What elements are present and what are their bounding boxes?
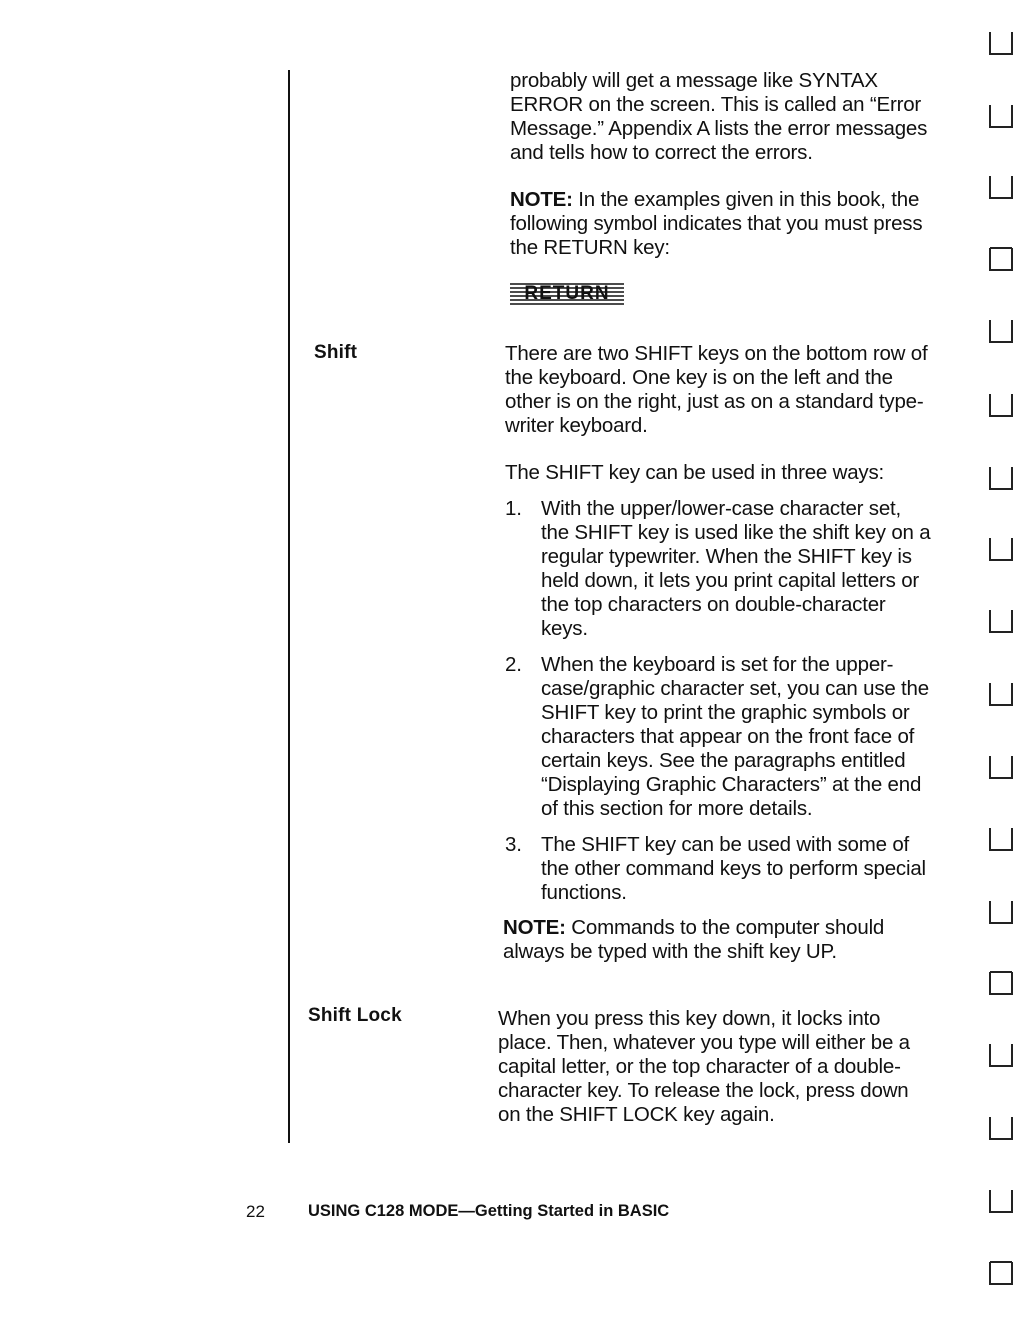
note-label: NOTE: xyxy=(503,916,566,939)
binder-hole-icon xyxy=(986,1113,1016,1143)
binder-holes xyxy=(982,0,1022,1325)
shift-line: other is on the right, just as on a standard type- xyxy=(505,390,924,413)
intro-line: and tells how to correct the errors. xyxy=(510,141,813,164)
intro-line: Message.” Appendix A lists the error messages xyxy=(510,117,928,140)
intro-line: probably will get a message like SYNTAX xyxy=(510,69,878,92)
binder-hole-icon xyxy=(986,463,1016,493)
binder-hole-icon xyxy=(986,968,1016,998)
binder-hole-icon xyxy=(986,824,1016,854)
list-item-line: SHIFT key to print the graphic symbols or xyxy=(541,701,910,724)
binder-hole-icon xyxy=(986,172,1016,202)
list-item-line: case/graphic character set, you can use the xyxy=(541,677,929,700)
binder-hole-icon xyxy=(986,28,1016,58)
shift-lock-line: place. Then, whatever you type will either be a xyxy=(498,1031,910,1054)
note-line: following symbol indicates that you must press xyxy=(510,212,923,235)
shift-lock-line: When you press this key down, it locks into xyxy=(498,1007,881,1030)
list-item-line: held down, it lets you print capital letters or xyxy=(541,569,920,592)
margin-rule xyxy=(288,70,290,1143)
list-item-number: 2. xyxy=(505,653,522,676)
note-label: NOTE: xyxy=(510,188,573,211)
shift-note xyxy=(503,916,973,964)
binder-hole-icon xyxy=(986,390,1016,420)
shift-heading: Shift xyxy=(314,342,358,363)
list-item-line: the other command keys to perform special xyxy=(541,857,926,880)
list-item-line: With the upper/lower-case character set, xyxy=(541,497,902,520)
list-item-line: “Displaying Graphic Characters” at the end xyxy=(541,773,922,796)
running-head: USING C128 MODE—Getting Started in BASIC xyxy=(308,1202,670,1220)
list-item-line: of this section for more details. xyxy=(541,797,813,820)
intro-line: ERROR on the screen. This is called an “Error xyxy=(510,93,922,116)
list-item-number: 3. xyxy=(505,833,522,856)
list-item-number: 1. xyxy=(505,497,522,520)
list-item-line: certain keys. See the paragraphs entitled xyxy=(541,749,906,772)
shift-line: the keyboard. One key is on the left and the xyxy=(505,366,893,389)
list-item-line: regular typewriter. When the SHIFT key is xyxy=(541,545,912,568)
binder-hole-icon xyxy=(986,1040,1016,1070)
binder-hole-icon xyxy=(986,1258,1016,1288)
return-key-symbol xyxy=(510,283,624,310)
shift-lock-paragraph xyxy=(498,1007,973,1127)
shift-note-line xyxy=(503,916,973,940)
shift-lock-line: on the SHIFT LOCK key again. xyxy=(498,1103,775,1126)
intro-paragraph xyxy=(510,69,970,165)
note-line xyxy=(510,188,970,212)
note-text: In the examples given in this book, the xyxy=(572,188,920,211)
shift-paragraph xyxy=(505,342,975,438)
shift-lock-heading: Shift Lock xyxy=(308,1005,402,1026)
note-text: Commands to the computer should xyxy=(565,916,885,939)
shift-ways-intro: The SHIFT key can be used in three ways: xyxy=(505,461,885,484)
list-item-line: The SHIFT key can be used with some of xyxy=(541,833,910,856)
note-line: the RETURN key: xyxy=(510,236,670,259)
list-item-line: characters that appear on the front face of xyxy=(541,725,915,748)
binder-hole-icon xyxy=(986,316,1016,346)
binder-hole-icon xyxy=(986,897,1016,927)
list-item-line: functions. xyxy=(541,881,627,904)
note-return-paragraph xyxy=(510,188,970,260)
shift-line: writer keyboard. xyxy=(505,414,648,437)
binder-hole-icon xyxy=(986,752,1016,782)
shift-lock-line: character key. To release the lock, press down xyxy=(498,1079,909,1102)
binder-hole-icon xyxy=(986,244,1016,274)
list-item-line: When the keyboard is set for the upper- xyxy=(541,653,894,676)
list-item-line: the SHIFT key is used like the shift key on a xyxy=(541,521,931,544)
binder-hole-icon xyxy=(986,1186,1016,1216)
shift-lock-line: capital letter, or the top character of a double- xyxy=(498,1055,901,1078)
binder-hole-icon xyxy=(986,101,1016,131)
list-item xyxy=(505,653,975,821)
binder-hole-icon xyxy=(986,606,1016,636)
list-item-line: keys. xyxy=(541,617,588,640)
shift-ways-list xyxy=(505,497,975,905)
return-key-label: RETURN xyxy=(510,283,624,305)
page-number: 22 xyxy=(246,1202,265,1221)
shift-note-line: always be typed with the shift key UP. xyxy=(503,940,837,963)
list-item xyxy=(505,497,975,641)
binder-hole-icon xyxy=(986,679,1016,709)
list-item xyxy=(505,833,975,905)
return-key-icon xyxy=(510,283,624,305)
binder-hole-icon xyxy=(986,534,1016,564)
list-item-line: the top characters on double-character xyxy=(541,593,886,616)
shift-line: There are two SHIFT keys on the bottom row of xyxy=(505,342,928,365)
